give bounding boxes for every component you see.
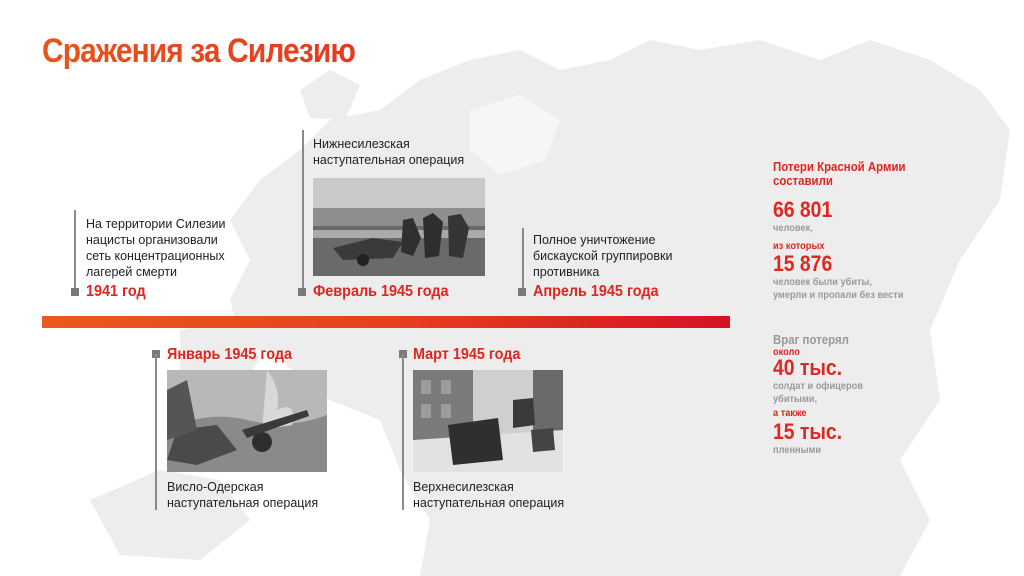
event-date: Январь 1945 года <box>167 346 292 363</box>
page-title: Сражения за Силезию <box>42 32 356 70</box>
losses-heading: Потери Красной Армии составили <box>773 159 906 188</box>
enemy-killed-unit: солдат и офицеров убитыми, <box>773 380 863 405</box>
event-date: Апрель 1945 года <box>533 283 659 300</box>
event-date: 1941 год <box>86 283 146 300</box>
killed-number: 15 876 <box>773 251 833 276</box>
event-photo <box>313 178 485 276</box>
event-marker-line <box>302 130 304 290</box>
event-marker-square <box>71 288 79 296</box>
enemy-captured-unit: пленными <box>773 444 822 456</box>
killed-unit: человек были убиты, умерли и пропали без вести <box>773 276 904 301</box>
event-marker-line <box>74 210 76 290</box>
event-marker-line <box>402 354 404 510</box>
timeline-bar <box>42 316 730 328</box>
event-marker-line <box>155 354 157 510</box>
enemy-heading: Враг потерял <box>773 332 849 347</box>
event-date: Февраль 1945 года <box>313 283 449 300</box>
event-marker-square <box>298 288 306 296</box>
event-description: Нижнесилезская наступательная операция <box>313 137 465 167</box>
event-description: Висло-Одерская наступательная операция <box>167 480 319 510</box>
about-label: около <box>773 346 800 358</box>
enemy-captured-number: 15 тыс. <box>773 419 843 444</box>
total-losses-unit: человек, <box>773 222 813 234</box>
also-label: а также <box>773 407 807 419</box>
total-losses-number: 66 801 <box>773 197 833 222</box>
event-date: Март 1945 года <box>413 346 521 363</box>
event-marker-line <box>522 228 524 290</box>
of-which-label: из которых <box>773 240 825 252</box>
event-description: Верхнесилезская наступательная операция <box>413 480 565 510</box>
event-photo <box>167 370 327 472</box>
event-photo <box>413 370 563 472</box>
event-description: Полное уничтожение бискауской группировки противника <box>533 233 673 279</box>
event-description: На территории Силезии нацисты организовали сеть концентрационных лагерей смерти <box>86 217 226 279</box>
enemy-killed-number: 40 тыс. <box>773 355 843 380</box>
event-marker-square <box>518 288 526 296</box>
